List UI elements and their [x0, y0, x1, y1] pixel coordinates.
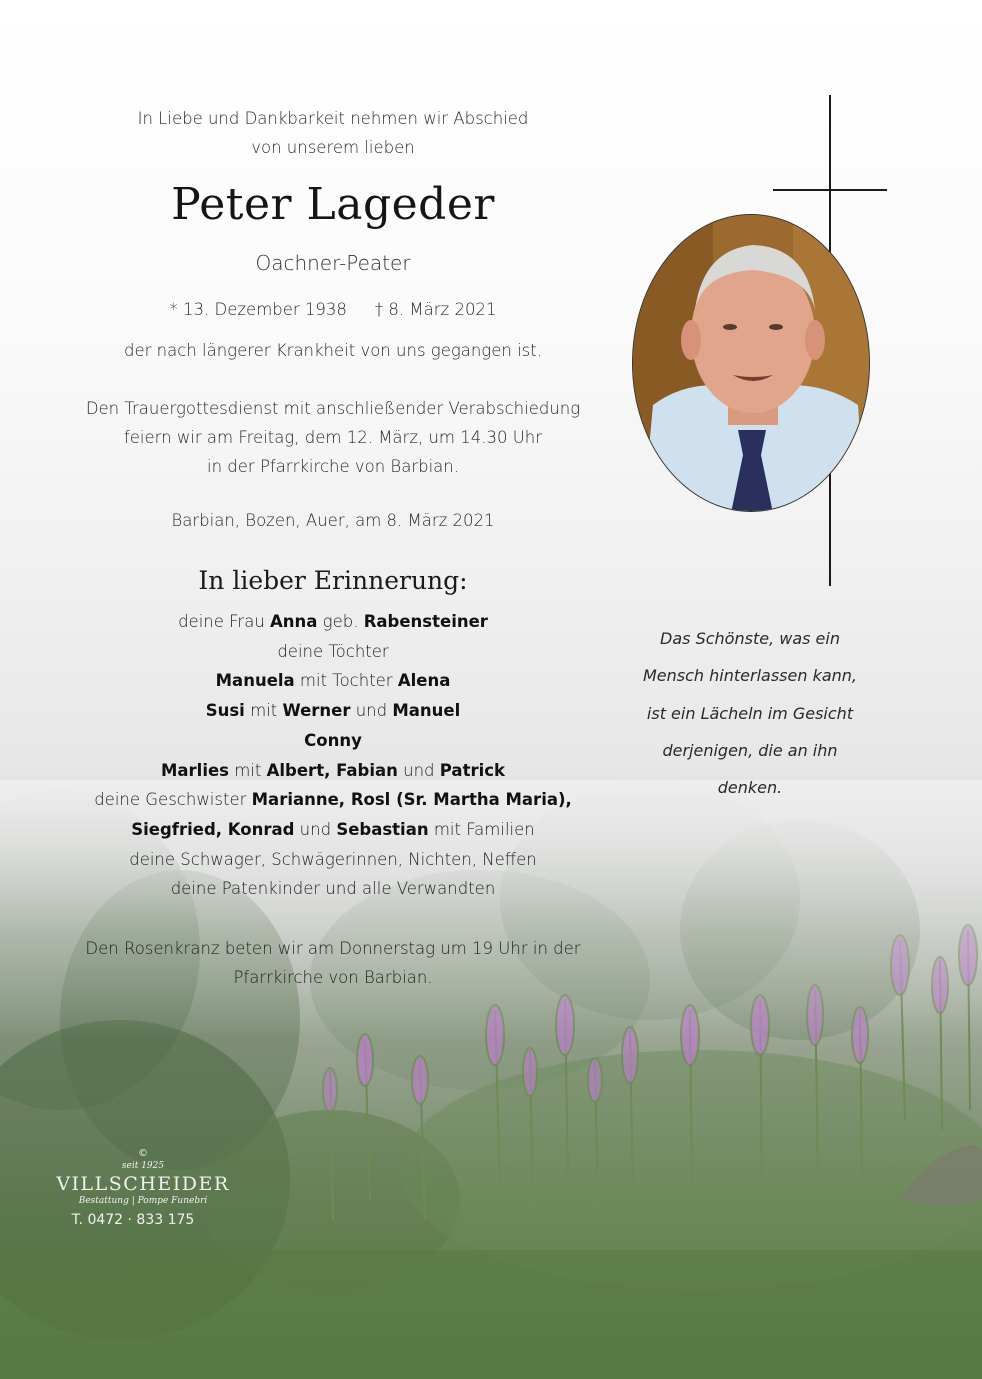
meadow	[0, 1250, 982, 1379]
birth-date: * 13. Dezember 1938	[169, 300, 347, 319]
intro-line: In Liebe und Dankbarkeit nehmen wir Abschied	[137, 109, 529, 128]
mourner-line: Siegfried, Konrad und Sebastian mit Familien	[131, 819, 535, 839]
mourner-line: Susi mit Werner und Manuel	[205, 701, 461, 721]
death-date: † 8. März 2021	[374, 300, 497, 319]
rosary-text	[60, 934, 606, 992]
mourner-line: deine Patenkinder und alle Verwandten	[170, 879, 496, 899]
service-line: in der Pfarrkirche von Barbian.	[207, 457, 459, 476]
mourner-line: deine Töchter	[277, 641, 389, 661]
undertaker-logo	[48, 1148, 238, 1231]
rosary-line: Pfarrkirche von Barbian.	[233, 968, 433, 987]
quote-line: Das Schönste, was ein	[660, 629, 840, 648]
quote-line: Mensch hinterlassen kann,	[643, 666, 857, 686]
mourner-line: Conny	[304, 730, 362, 750]
life-dates	[60, 296, 606, 324]
mourner-line: deine Geschwister Marianne, Rosl (Sr. Martha Maria),	[94, 790, 572, 810]
passed-text: der nach längerer Krankheit von uns gegangen ist.	[124, 341, 542, 360]
mourners-list	[60, 607, 606, 904]
quote-line: derjenigen, die an ihn	[662, 740, 838, 760]
place-and-date: Barbian, Bozen, Auer, am 8. März 2021	[171, 511, 495, 530]
memory-heading: In lieber Erinnerung:	[198, 566, 468, 595]
quote-line: ist ein Lächeln im Gesicht	[646, 703, 854, 723]
undertaker-phone: T. 0472 · 833 175	[71, 1212, 195, 1228]
service-line: Den Trauergottesdienst mit anschließender Verabschiedung	[85, 399, 581, 418]
quote-line: denken.	[717, 778, 783, 798]
rosary-line: Den Rosenkranz beten wir am Donnerstag um 19 Uhr in der	[85, 939, 581, 958]
mourner-line: Marlies mit Albert, Fabian und Patrick	[160, 760, 505, 780]
copyright-mark: ©	[138, 1148, 148, 1159]
mourner-line: deine Frau Anna geb. Rabensteiner	[178, 612, 488, 631]
deceased-nickname: Oachner-Peater	[255, 251, 411, 275]
funeral-service-text	[60, 394, 606, 481]
intro-text	[60, 104, 606, 162]
intro-line: von unserem lieben	[251, 138, 415, 157]
portrait-illustration	[633, 215, 870, 512]
mourner-line: Manuela mit Tochter Alena	[215, 671, 451, 691]
undertaker-subtitle: Bestattung | Pompe Funebri	[78, 1196, 208, 1206]
portrait-photo	[632, 214, 870, 512]
deceased-name: Peter Lageder	[171, 179, 495, 230]
cross-icon-horizontal	[773, 189, 887, 191]
mourner-line: deine Schwager, Schwägerinnen, Nichten, Neffen	[129, 849, 537, 869]
memorial-quote	[618, 620, 882, 806]
undertaker-brand: VILLSCHEIDER	[56, 1173, 230, 1195]
undertaker-since: seit 1925	[121, 1161, 165, 1171]
service-line: feiern wir am Freitag, dem 12. März, um 14.30 Uhr	[123, 428, 543, 447]
